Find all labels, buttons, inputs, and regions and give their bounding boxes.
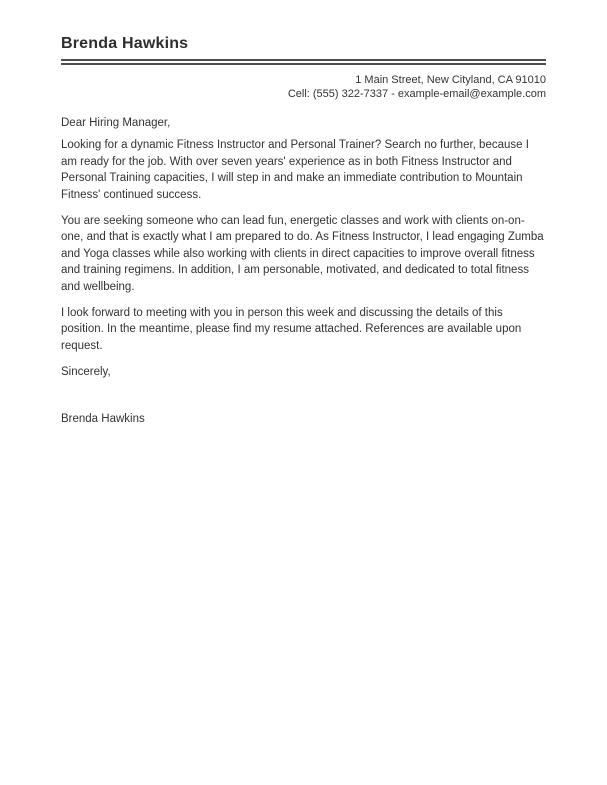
contact-address: 1 Main Street, New Cityland, CA 91010 [355,74,546,86]
paragraph-3: I look forward to meeting with you in person this week and discussing the details of this position. In the meantime, please find my resume attached. References are available upon request. [61,307,522,352]
sender-name: Brenda Hawkins [61,35,189,52]
salutation: Dear Hiring Manager, [61,117,171,129]
paragraph-1: Looking for a dynamic Fitness Instructor and Personal Trainer? Search no further, because I am ready for the job. With over seven years' experience as in both Fitness Instructor and Personal Training capacities, I will step in and make an immediate contribution to Mountain Fitness' continued success. [61,139,529,201]
header-double-rule [61,59,546,65]
paragraph-2: You are seeking someone who can lead fun, energetic classes and work with clients on-on-one, and that is exactly what I am prepared to do. As Fitness Instructor, I lead engaging Zumba and Yoga classes while also working with clients in direct capacities to improve overall fitness and training regimens. In addition, I am personable, motivated, and dedicated to total fitness and wellbeing. [61,215,544,293]
closing: Sincerely, [61,366,111,379]
letter-header [61,34,546,65]
signature-name: Brenda Hawkins [61,412,145,425]
rule-line-bottom [61,63,546,65]
contact-block [61,74,546,101]
contact-phone-email: Cell: (555) 322-7337 - example-email@example.com [287,87,546,100]
letter-body [61,115,546,427]
